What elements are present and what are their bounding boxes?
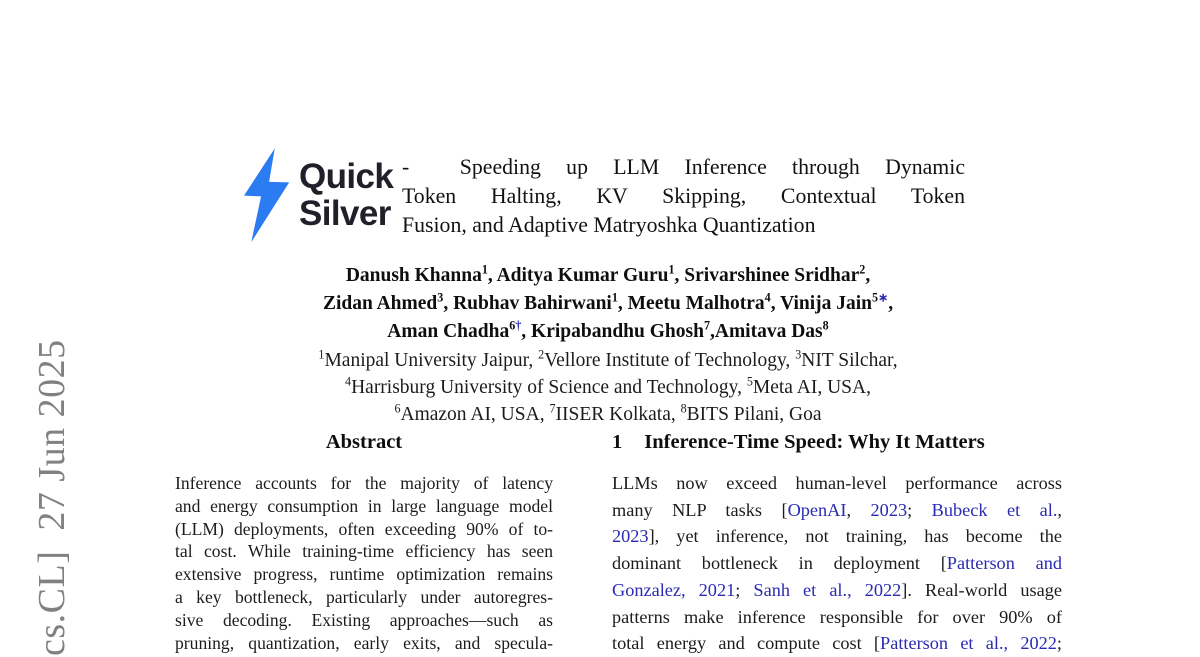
superscript-marker: 1 — [611, 290, 618, 305]
superscript-marker: 1 — [318, 347, 325, 362]
citation-link[interactable]: Bubeck et al. — [931, 499, 1058, 520]
text-segment: LLMs now exceed human-level performance across — [612, 473, 1062, 493]
citation-link[interactable]: Patterson et al., 2022 — [880, 633, 1057, 654]
text-segment: ]. Real-world usage — [901, 579, 1062, 600]
text-segment: sive decoding. Existing approaches—such as — [175, 609, 553, 630]
quicksilver-logo — [238, 147, 396, 243]
superscript-marker: 3 — [437, 290, 444, 305]
text-segment: a key bottleneck, particularly under autoregres- — [175, 586, 553, 607]
abstract-text — [175, 472, 553, 654]
superscript-marker: 2 — [538, 347, 545, 362]
text-line — [175, 632, 553, 655]
text-line — [175, 563, 553, 586]
superscript-marker: 6 — [394, 401, 401, 416]
superscript-marker: 7 — [549, 401, 556, 416]
text-segment: , Aditya Kumar Guru — [487, 265, 669, 286]
text-line — [402, 211, 965, 240]
abstract-heading: Abstract — [325, 431, 403, 453]
text-segment: Aman Chadha — [387, 321, 510, 342]
text-line — [612, 550, 1062, 577]
superscript-marker: 1 — [481, 262, 488, 277]
text-segment: Zidan Ahmed — [322, 293, 438, 314]
logo-word-silver: Silver — [299, 194, 391, 233]
text-segment: , — [846, 499, 871, 520]
text-segment: , Kripabandhu Ghosh — [521, 321, 704, 342]
superscript-marker: 8 — [822, 318, 829, 333]
text-line — [612, 630, 1062, 657]
text-segment: - Speeding up LLM Inference through Dynamic — [402, 155, 965, 179]
superscript-marker: 2 — [859, 262, 866, 277]
logo-wordmark — [299, 158, 393, 232]
text-segment: Danush Khanna — [345, 265, 482, 286]
paper-title — [402, 153, 965, 241]
logo-word-quick: Quick — [299, 157, 394, 196]
text-line — [134, 262, 1082, 290]
text-segment: , Vinija Jain — [770, 293, 873, 314]
section-number: 1 — [612, 431, 623, 453]
superscript-marker: 7 — [703, 318, 710, 333]
text-segment: pruning, quantization, early exits, and specula- — [175, 632, 553, 653]
text-segment: , Meetu Malhotra — [617, 293, 765, 314]
text-line — [134, 318, 1082, 346]
citation-link[interactable]: OpenAI — [787, 499, 847, 520]
section-title: Inference-Time Speed: Why It Matters — [644, 431, 985, 453]
text-segment: BITS Pilani, Goa — [686, 404, 822, 426]
superscript-marker: 5 — [872, 290, 879, 305]
text-line — [134, 290, 1082, 318]
text-line — [612, 497, 1062, 524]
text-line — [402, 182, 965, 211]
text-segment: ; — [735, 579, 754, 600]
text-segment: ], yet inference, not training, has become the — [648, 526, 1062, 547]
text-segment: (LLM) deployments, often exceeding 90% of to- — [175, 518, 553, 539]
text-line — [402, 153, 965, 182]
text-line — [175, 518, 553, 541]
citation-link[interactable]: Patterson and — [946, 553, 1062, 574]
text-line — [134, 347, 1082, 374]
text-segment: ; — [1056, 633, 1062, 654]
text-line — [134, 374, 1082, 401]
superscript-marker: 4 — [345, 374, 352, 389]
citation-link[interactable]: Gonzalez, 2021 — [612, 579, 736, 600]
text-segment: Amazon AI, USA, — [400, 404, 550, 426]
abstract-column — [175, 431, 553, 654]
text-segment: NIT Silchar, — [801, 350, 898, 371]
citation-link[interactable]: † — [515, 318, 522, 333]
section-column — [612, 431, 1062, 657]
text-line — [612, 523, 1062, 550]
text-line — [175, 472, 553, 495]
arxiv-banner: cs.CL] 27 Jun 2025 — [31, 339, 73, 656]
text-segment: extensive progress, runtime optimization remains — [175, 564, 553, 585]
text-line — [134, 401, 1082, 428]
text-segment: , — [888, 293, 894, 314]
lightning-bolt-icon — [238, 148, 296, 242]
text-line — [612, 577, 1062, 604]
text-segment: Harrisburg University of Science and Technology, — [351, 377, 747, 399]
text-segment: , Rubhav Bahirwani — [443, 293, 612, 314]
section-text — [612, 470, 1062, 657]
text-segment: IISER Kolkata, — [555, 404, 681, 426]
text-segment: , — [1057, 499, 1062, 520]
superscript-marker: 8 — [680, 401, 687, 416]
citation-link[interactable]: 2023 — [612, 526, 649, 547]
affiliation-list — [134, 347, 1082, 429]
text-line — [175, 609, 553, 632]
text-segment: many NLP tasks [ — [612, 499, 788, 520]
author-list — [134, 262, 1082, 346]
citation-link[interactable]: ∗ — [878, 290, 889, 305]
text-segment: , — [865, 265, 871, 286]
text-line — [612, 604, 1062, 631]
superscript-marker: 4 — [764, 290, 771, 305]
text-segment: Fusion, and Adaptive Matryoshka Quantization — [402, 213, 816, 238]
superscript-marker: 6 — [509, 318, 516, 333]
text-line — [175, 540, 553, 563]
superscript-marker: 3 — [795, 347, 802, 362]
text-line — [612, 470, 1062, 497]
superscript-marker: 1 — [668, 262, 675, 277]
text-line — [175, 586, 553, 609]
text-segment: Inference accounts for the majority of latency — [175, 473, 553, 493]
section-heading — [612, 431, 1062, 454]
text-segment: total energy and compute cost [ — [612, 633, 881, 654]
text-segment: Manipal University Jaipur, — [324, 350, 539, 371]
text-segment: ,Amitava Das — [709, 321, 823, 342]
text-segment: dominant bottleneck in deployment [ — [612, 553, 947, 574]
text-segment: tal cost. While training-time efficiency has seen — [175, 541, 553, 562]
text-segment: Vellore Institute of Technology, — [544, 350, 796, 371]
text-segment: , Srivarshinee Sridhar — [674, 265, 860, 286]
text-segment: patterns make inference responsible for over 90% of — [612, 606, 1062, 627]
superscript-marker: 5 — [746, 374, 753, 389]
citation-link[interactable]: 2023 — [870, 499, 908, 520]
text-segment: and energy consumption in large language model — [175, 495, 553, 516]
citation-link[interactable]: Sanh et al., 2022 — [753, 579, 902, 600]
text-segment: Token Halting, KV Skipping, Contextual Token — [402, 184, 965, 209]
text-segment: Meta AI, USA, — [752, 377, 871, 399]
text-line — [175, 495, 553, 518]
text-segment: ; — [907, 499, 932, 520]
